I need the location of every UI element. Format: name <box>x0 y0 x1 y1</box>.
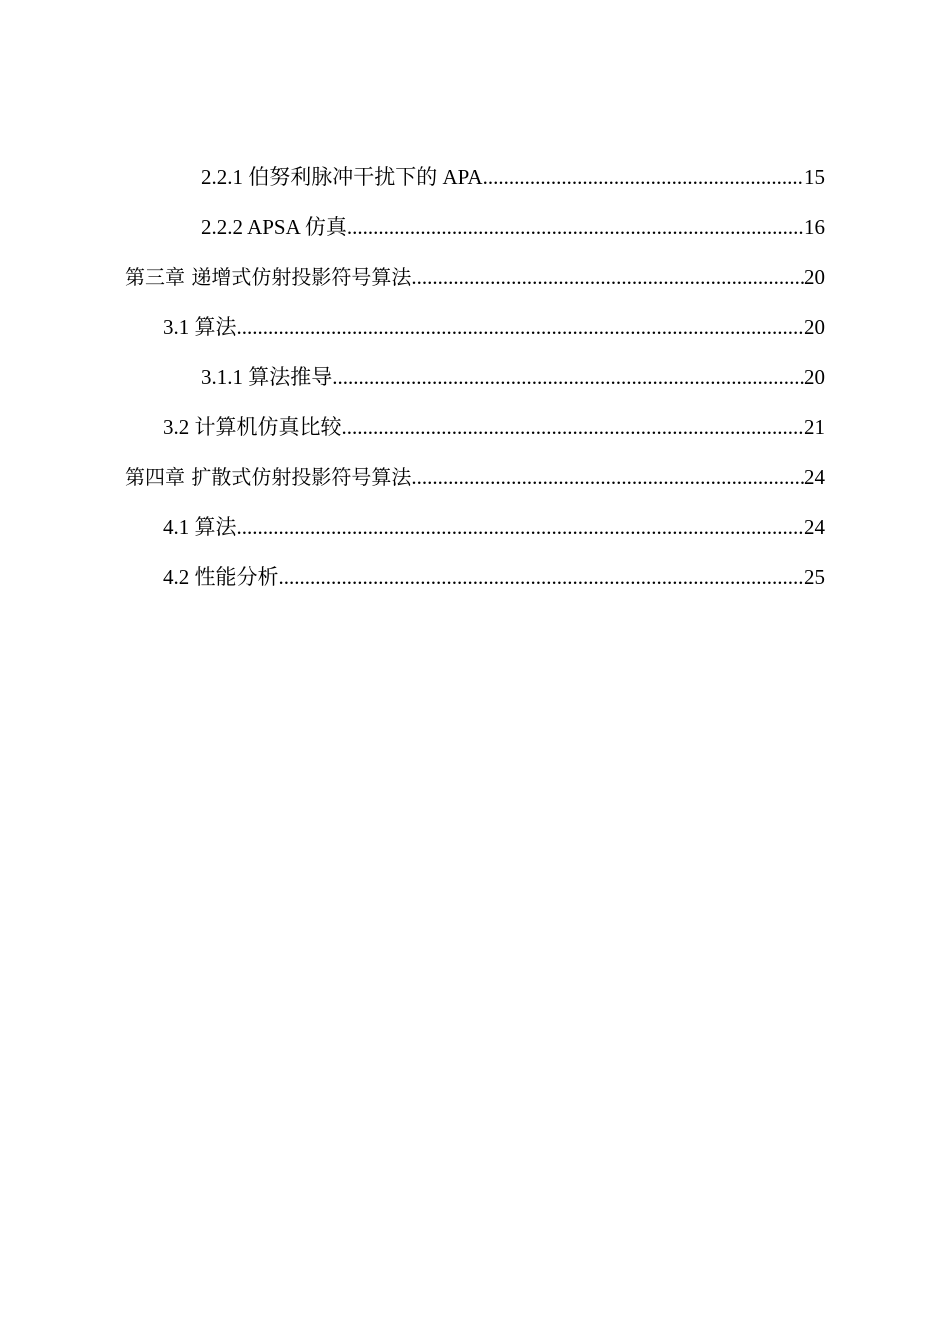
toc-entry-title: 3.1.1 算法推导 <box>201 365 333 389</box>
toc-entry-title: 2.2.2 APSA 仿真 <box>201 215 347 239</box>
toc-page-number: 16 <box>804 215 825 239</box>
toc-dot-leader <box>237 505 805 549</box>
toc-dot-leader <box>411 255 804 299</box>
toc-dot-leader <box>332 355 804 399</box>
toc-entry[interactable] <box>125 405 825 455</box>
toc-entry-chapter[interactable] <box>125 255 825 305</box>
toc-page-number: 21 <box>804 415 825 439</box>
toc-page-number: 15 <box>804 165 825 189</box>
toc-entry-title: 第三章 递增式仿射投影符号算法 <box>125 265 412 289</box>
toc-entry-title: 3.2 计算机仿真比较 <box>163 415 342 439</box>
toc-entry[interactable] <box>125 355 825 405</box>
toc-entry[interactable] <box>125 555 825 605</box>
toc-entry[interactable] <box>125 505 825 555</box>
toc-page-number: 20 <box>804 315 825 339</box>
toc-dot-leader <box>411 455 804 499</box>
toc-entry[interactable] <box>125 205 825 255</box>
toc-entry-title: 4.2 性能分析 <box>163 565 279 589</box>
toc-dot-leader <box>279 555 805 599</box>
toc-entry[interactable] <box>125 155 825 205</box>
toc-page-number: 25 <box>804 565 825 589</box>
toc-entry-title: 3.1 算法 <box>163 315 237 339</box>
toc-page-number: 24 <box>804 465 825 489</box>
toc-entry-title: 2.2.1 伯努利脉冲干扰下的 APA <box>201 165 483 189</box>
toc-page-number: 20 <box>804 365 825 389</box>
toc-entry-chapter[interactable] <box>125 455 825 505</box>
toc-dot-leader <box>237 305 805 349</box>
toc-entry-title: 第四章 扩散式仿射投影符号算法 <box>125 465 412 489</box>
toc-entry-title: 4.1 算法 <box>163 515 237 539</box>
toc-dot-leader <box>342 405 805 449</box>
toc-page-number: 24 <box>804 515 825 539</box>
toc-page-number: 20 <box>804 265 825 289</box>
toc-entry[interactable] <box>125 305 825 355</box>
table-of-contents <box>125 155 825 605</box>
toc-dot-leader <box>347 205 804 249</box>
toc-dot-leader <box>483 155 804 199</box>
